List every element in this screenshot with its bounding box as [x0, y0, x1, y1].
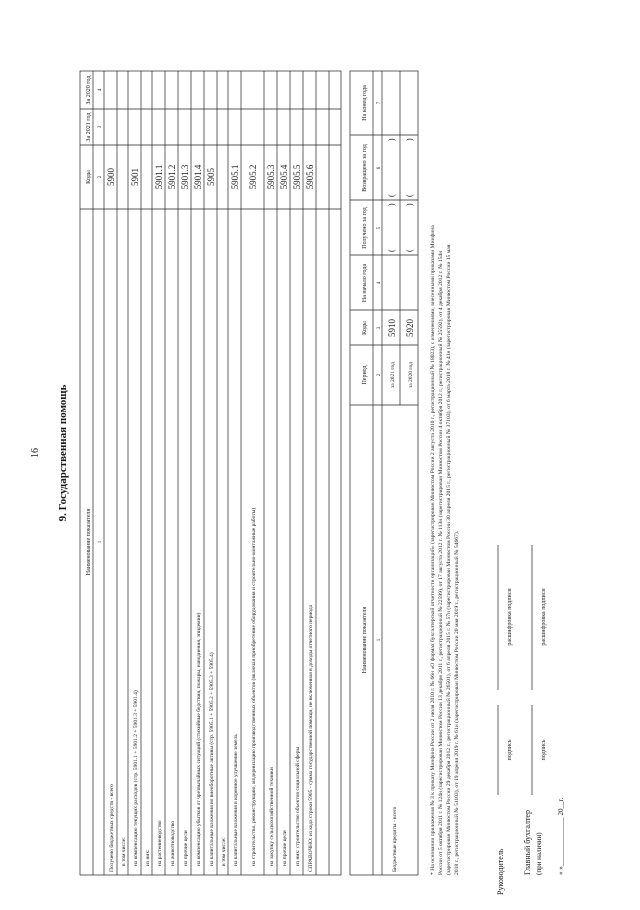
table-row-code: 5901.2 [167, 164, 177, 190]
table1-codes [106, 164, 315, 189]
table-row-label: Получено бюджетных средств - всего [109, 784, 115, 872]
table-row-label: из них: строительство объектов социальной сферы [295, 746, 301, 866]
table2-row1-returned-open: ( [387, 194, 396, 197]
table2-row2-received-open: ( [405, 249, 414, 252]
table1-colnum-4: 4 [98, 88, 103, 92]
table2-header-end: На конец года [362, 85, 368, 121]
table2-colnum-3: 3 [377, 326, 382, 330]
head-label: Руководитель [496, 848, 505, 895]
table2-header-period: Период [362, 365, 368, 385]
table-row-label: на компенсацию текущих расходов (стр. 5901.1 + 5901.2 + 5901.3 + 5901.4) [133, 690, 139, 866]
table-row-label: на капитальные вложения во внеоборотные активы (стр. 5905.1 + 5905.2 + 5905.3 + 5905.4) [209, 652, 215, 866]
table1-colnum-1: 1 [98, 540, 103, 544]
table-row-label: в том числе: [221, 837, 227, 866]
chief-accountant-label: Главный бухгалтер [523, 810, 532, 875]
table-row-label: на прочие цели [282, 830, 288, 866]
table1-header-code: Коды [86, 170, 92, 184]
table2-colnum-6: 6 [377, 166, 382, 170]
table2-row1-code: 5910 [387, 319, 397, 337]
table1-header-2021: За 2021 год [86, 112, 92, 142]
table-row-code: 5901.1 [154, 164, 164, 190]
section-title: 9. Государственная помощь [57, 384, 69, 522]
table2-header-code: Коды [362, 321, 368, 335]
table-row-code: 5905.3 [266, 164, 276, 190]
table-row-label: на компенсацию убытков от чрезвычайных ситуаций (стихийные бедствия, пожары, наводнения, эпидемии) [196, 612, 202, 866]
table2-colnum-7: 7 [377, 101, 382, 105]
table-row-code: 5905 [206, 168, 216, 186]
table2-colnum-1: 1 [377, 638, 382, 642]
signature-block [496, 545, 565, 895]
table2-row1-received-open: ( [387, 249, 396, 252]
table-row-code: 5905.2 [248, 164, 258, 190]
table-row-label: на животноводство [170, 821, 176, 866]
table2-row2-returned-close: ) [405, 138, 414, 141]
table-row-code: 5905.4 [279, 164, 289, 190]
table-row-code: 5901.3 [180, 164, 190, 190]
table-row-label: на капитальные вложения в коренное улучшение земель [233, 734, 239, 866]
table1-header-name: Наименование показателя [86, 508, 92, 576]
budget-credits-table [350, 71, 418, 875]
table2-row2-received-close: ) [405, 203, 414, 206]
head-signature-caption: подпись [507, 739, 513, 761]
footnote [429, 225, 460, 875]
table2-colnum-5: 5 [377, 226, 382, 230]
chief-signature-caption: подпись [541, 739, 547, 761]
table-row-code: 5905.5 [292, 164, 302, 190]
table1-colnum-3: 3 [98, 125, 103, 129]
table-row-code: 5905.6 [305, 164, 315, 190]
table2-row1-returned-close: ) [387, 138, 396, 141]
table2-header-name: Наименование показателя [362, 606, 368, 674]
table-row-label: СПРАВОЧНО: из кода строки 5905 - сумма государственной помощи, не включенная в доходы отчетного периода [308, 604, 314, 872]
footnote-line: * На основании приложения № 3 к приказу Минфина России от 2 июля 2010 г. № 66н «О формах бухгалтерской отчетности организаций» (зарегистрирован Минюстом России 2 августа 2010 г., регистрационный № 18023), с изменениями, внесенными приказами Минфина [430, 225, 436, 875]
table1-labels [108, 508, 314, 872]
table-row-label: из них: [145, 849, 151, 866]
table2-header-returned: Возвращено за год [362, 144, 368, 192]
head-transcript-caption: расшифровка подписи [507, 588, 513, 646]
table-row-code: 5905.1 [230, 164, 240, 190]
table2-colnum-2: 2 [377, 373, 382, 377]
table-row-code: 5901.4 [193, 164, 203, 190]
table1-colnum-2: 2 [98, 175, 103, 179]
footnote-line: 2018 г., регистрационный № 51103), от 19 апреля 2019 г. № 61н (зарегистрирован Минюстом России 20 мая 2019 г., регистрационный № 54667). [454, 530, 460, 875]
table2-row1-received-close: ) [387, 203, 396, 206]
rotated-document [30, 71, 565, 895]
table-row-label: на закупку сельскохозяйственной техники [269, 767, 275, 866]
if-any-label: (при наличии) [535, 832, 543, 875]
table2-row2-period: за 2020 год [408, 362, 414, 388]
table-row-code: 5900 [106, 168, 116, 186]
table2-colnum-4: 4 [377, 281, 382, 285]
date-line: « »______________ 20__г. [557, 797, 565, 875]
table2-row-label: Бюджетные кредиты - всего [392, 806, 398, 872]
table-row-code: 5901 [130, 168, 140, 186]
page-number: 16 [30, 448, 41, 458]
table-row-label: на строительство, реконструкцию, модернизацию производственных объектов (включая приобретение оборудования и строительно-монтажные работы) [251, 507, 257, 866]
footnote-line: России от 5 октября 2011 г. № 124н (зарегистрирован Минюстом России 13 декабря 2011 г., регистрационный № 22599), от 17 августа 2012 г. № 113н (зарегистрирован Минюстом России 4 октября 2012 г., регистрационный № 25592), от 4 декабря 2012 г. № 154н [438, 250, 444, 875]
table2-row1-period: за 2021 год [390, 362, 396, 388]
table2-row2-code: 5920 [405, 319, 415, 337]
table-row-label: на растениеводство [157, 820, 163, 866]
chief-transcript-caption: расшифровка подписи [541, 588, 547, 646]
table-row-label: в том числе: [121, 837, 127, 866]
table1-header-2020: За 2020 год [86, 75, 92, 105]
table-row-label: на прочие цели [183, 830, 189, 866]
table2-header-received: Получено за год [362, 207, 368, 249]
table2-header-start: На начало года [362, 263, 368, 303]
footnote-line: (зарегистрирован Минюстом России 29 декабря 2012 г., регистрационный № 26501), от 6 апреля 2015 г. № 57н (зарегистрирован Минюстом России 30 апреля 2015 г., регистрационный № 37103), от 6 марта 2018 г. № 41н (зарегистрирован Минюстом России 15 мая [446, 244, 452, 875]
table2-row2-returned-open: ( [405, 194, 414, 197]
